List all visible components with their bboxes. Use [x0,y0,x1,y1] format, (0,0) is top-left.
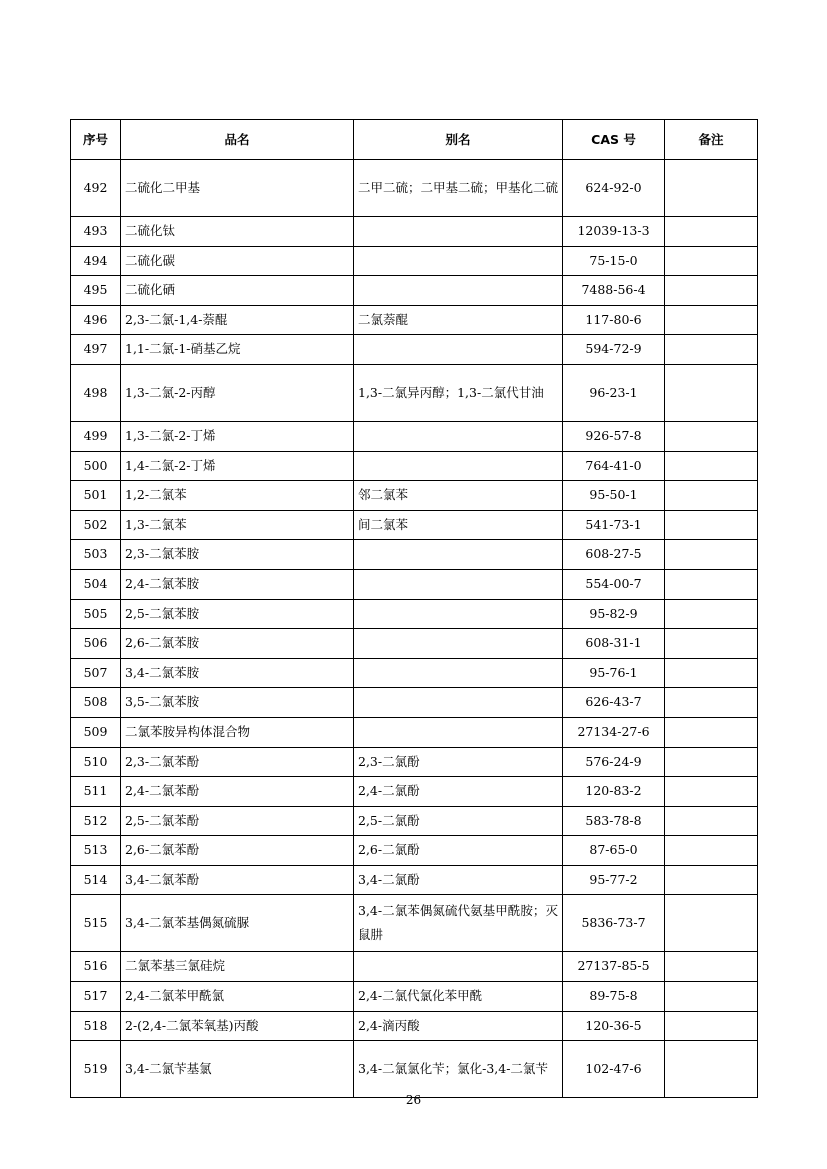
table-row [71,629,758,659]
cell-alias: 二甲二硫；二甲基二硫；甲基化二硫 [354,160,563,217]
cell-alias [354,540,563,570]
cell-cas-number: 27134-27-6 [563,717,665,747]
cell-serial-number: 500 [71,451,121,481]
cell-product-name: 2,5-二氯苯胺 [121,599,354,629]
cell-cas-number: 95-50-1 [563,481,665,511]
cell-remarks [665,451,758,481]
cell-alias: 3,4-二氯氯化苄；氯化-3,4-二氯苄 [354,1041,563,1098]
cell-cas-number: 541-73-1 [563,510,665,540]
cell-product-name: 1,4-二氯-2-丁烯 [121,451,354,481]
cell-remarks [665,865,758,895]
cell-cas-number: 554-00-7 [563,569,665,599]
cell-cas-number: 608-27-5 [563,540,665,570]
cell-serial-number: 492 [71,160,121,217]
cell-remarks [665,305,758,335]
header-cas-number: CAS 号 [563,120,665,160]
cell-alias: 3,4-二氯酚 [354,865,563,895]
chemical-list-table [70,119,758,1098]
table-row [71,747,758,777]
table-row [71,481,758,511]
cell-product-name: 1,2-二氯苯 [121,481,354,511]
cell-remarks [665,421,758,451]
cell-cas-number: 12039-13-3 [563,217,665,247]
cell-alias: 邻二氯苯 [354,481,563,511]
cell-alias [354,276,563,306]
cell-product-name: 二硫化钛 [121,217,354,247]
cell-serial-number: 494 [71,246,121,276]
table-row [71,865,758,895]
cell-cas-number: 95-77-2 [563,865,665,895]
cell-alias [354,658,563,688]
cell-remarks [665,335,758,365]
table-row [71,836,758,866]
cell-alias [354,569,563,599]
cell-remarks [665,1011,758,1041]
cell-alias: 2,4-滴丙酸 [354,1011,563,1041]
cell-serial-number: 514 [71,865,121,895]
cell-serial-number: 505 [71,599,121,629]
table-row [71,569,758,599]
cell-alias: 2,6-二氯酚 [354,836,563,866]
table-row [71,658,758,688]
cell-remarks [665,982,758,1012]
cell-serial-number: 508 [71,688,121,718]
cell-alias [354,599,563,629]
cell-serial-number: 503 [71,540,121,570]
table-row [71,305,758,335]
cell-product-name: 3,4-二氯苯胺 [121,658,354,688]
cell-serial-number: 497 [71,335,121,365]
cell-remarks [665,1041,758,1098]
table-row [71,952,758,982]
cell-alias: 二氯萘醌 [354,305,563,335]
cell-remarks [665,364,758,421]
cell-alias: 间二氯苯 [354,510,563,540]
cell-product-name: 3,4-二氯苯基偶氮硫脲 [121,895,354,952]
cell-alias [354,952,563,982]
cell-remarks [665,540,758,570]
cell-remarks [665,217,758,247]
cell-alias [354,717,563,747]
cell-alias [354,629,563,659]
cell-remarks [665,629,758,659]
cell-product-name: 二硫化硒 [121,276,354,306]
table-row [71,777,758,807]
cell-product-name: 2,3-二氯-1,4-萘醌 [121,305,354,335]
cell-cas-number: 626-43-7 [563,688,665,718]
cell-serial-number: 493 [71,217,121,247]
cell-serial-number: 519 [71,1041,121,1098]
cell-product-name: 1,3-二氯-2-丁烯 [121,421,354,451]
cell-serial-number: 498 [71,364,121,421]
cell-remarks [665,777,758,807]
cell-cas-number: 89-75-8 [563,982,665,1012]
header-serial-number: 序号 [71,120,121,160]
table-row [71,276,758,306]
cell-serial-number: 499 [71,421,121,451]
cell-remarks [665,658,758,688]
cell-product-name: 2,6-二氯苯酚 [121,836,354,866]
cell-remarks [665,599,758,629]
cell-remarks [665,481,758,511]
cell-product-name: 2,5-二氯苯酚 [121,806,354,836]
cell-remarks [665,510,758,540]
table-row [71,895,758,952]
header-product-name: 品名 [121,120,354,160]
table-row [71,246,758,276]
cell-remarks [665,569,758,599]
cell-remarks [665,688,758,718]
cell-serial-number: 495 [71,276,121,306]
cell-serial-number: 504 [71,569,121,599]
table-row [71,217,758,247]
cell-alias [354,335,563,365]
table-row [71,599,758,629]
cell-product-name: 二氯苯基三氯硅烷 [121,952,354,982]
cell-serial-number: 509 [71,717,121,747]
cell-cas-number: 96-23-1 [563,364,665,421]
cell-cas-number: 120-83-2 [563,777,665,807]
cell-serial-number: 506 [71,629,121,659]
cell-alias: 2,4-二氯酚 [354,777,563,807]
cell-serial-number: 511 [71,777,121,807]
table-row [71,335,758,365]
cell-remarks [665,952,758,982]
cell-cas-number: 95-82-9 [563,599,665,629]
cell-product-name: 2,4-二氯苯甲酰氯 [121,982,354,1012]
cell-product-name: 2,6-二氯苯胺 [121,629,354,659]
cell-product-name: 3,4-二氯苯酚 [121,865,354,895]
table-header-row [71,120,758,160]
table-row [71,982,758,1012]
cell-serial-number: 512 [71,806,121,836]
table-row [71,364,758,421]
cell-serial-number: 501 [71,481,121,511]
cell-remarks [665,276,758,306]
cell-cas-number: 95-76-1 [563,658,665,688]
cell-product-name: 二硫化二甲基 [121,160,354,217]
cell-cas-number: 5836-73-7 [563,895,665,952]
table-row [71,540,758,570]
cell-cas-number: 7488-56-4 [563,276,665,306]
cell-alias: 2,3-二氯酚 [354,747,563,777]
cell-serial-number: 513 [71,836,121,866]
cell-alias [354,246,563,276]
table-row [71,451,758,481]
cell-product-name: 二氯苯胺异构体混合物 [121,717,354,747]
table-row [71,717,758,747]
header-remarks: 备注 [665,120,758,160]
cell-cas-number: 120-36-5 [563,1011,665,1041]
cell-alias: 2,5-二氯酚 [354,806,563,836]
cell-alias [354,451,563,481]
cell-product-name: 1,3-二氯苯 [121,510,354,540]
cell-remarks [665,717,758,747]
cell-product-name: 2-(2,4-二氯苯氧基)丙酸 [121,1011,354,1041]
cell-alias: 3,4-二氯苯偶氮硫代氨基甲酰胺；灭鼠肼 [354,895,563,952]
cell-cas-number: 102-47-6 [563,1041,665,1098]
table-row [71,510,758,540]
cell-cas-number: 926-57-8 [563,421,665,451]
cell-serial-number: 502 [71,510,121,540]
cell-serial-number: 516 [71,952,121,982]
cell-remarks [665,806,758,836]
cell-cas-number: 117-80-6 [563,305,665,335]
page-number: 26 [405,1093,422,1107]
table-row [71,160,758,217]
cell-cas-number: 594-72-9 [563,335,665,365]
cell-cas-number: 608-31-1 [563,629,665,659]
cell-cas-number: 27137-85-5 [563,952,665,982]
cell-serial-number: 518 [71,1011,121,1041]
table-row [71,1011,758,1041]
cell-serial-number: 510 [71,747,121,777]
cell-serial-number: 507 [71,658,121,688]
cell-alias [354,421,563,451]
cell-remarks [665,246,758,276]
cell-remarks [665,836,758,866]
cell-product-name: 2,4-二氯苯胺 [121,569,354,599]
header-alias: 别名 [354,120,563,160]
cell-product-name: 2,3-二氯苯胺 [121,540,354,570]
cell-cas-number: 75-15-0 [563,246,665,276]
cell-remarks [665,895,758,952]
table-row [71,421,758,451]
cell-remarks [665,747,758,777]
table-body [71,160,758,1098]
cell-alias [354,688,563,718]
cell-alias: 1,3-二氯异丙醇；1,3-二氯代甘油 [354,364,563,421]
cell-remarks [665,160,758,217]
table-row [71,1041,758,1098]
cell-product-name: 3,4-二氯苄基氯 [121,1041,354,1098]
cell-alias [354,217,563,247]
cell-serial-number: 515 [71,895,121,952]
cell-serial-number: 517 [71,982,121,1012]
cell-cas-number: 87-65-0 [563,836,665,866]
cell-product-name: 二硫化碳 [121,246,354,276]
cell-cas-number: 624-92-0 [563,160,665,217]
cell-cas-number: 583-78-8 [563,806,665,836]
cell-alias: 2,4-二氯代氯化苯甲酰 [354,982,563,1012]
cell-cas-number: 576-24-9 [563,747,665,777]
cell-product-name: 1,1-二氯-1-硝基乙烷 [121,335,354,365]
cell-cas-number: 764-41-0 [563,451,665,481]
cell-product-name: 3,5-二氯苯胺 [121,688,354,718]
table-row [71,806,758,836]
cell-product-name: 1,3-二氯-2-丙醇 [121,364,354,421]
table-row [71,688,758,718]
cell-serial-number: 496 [71,305,121,335]
cell-product-name: 2,3-二氯苯酚 [121,747,354,777]
cell-product-name: 2,4-二氯苯酚 [121,777,354,807]
